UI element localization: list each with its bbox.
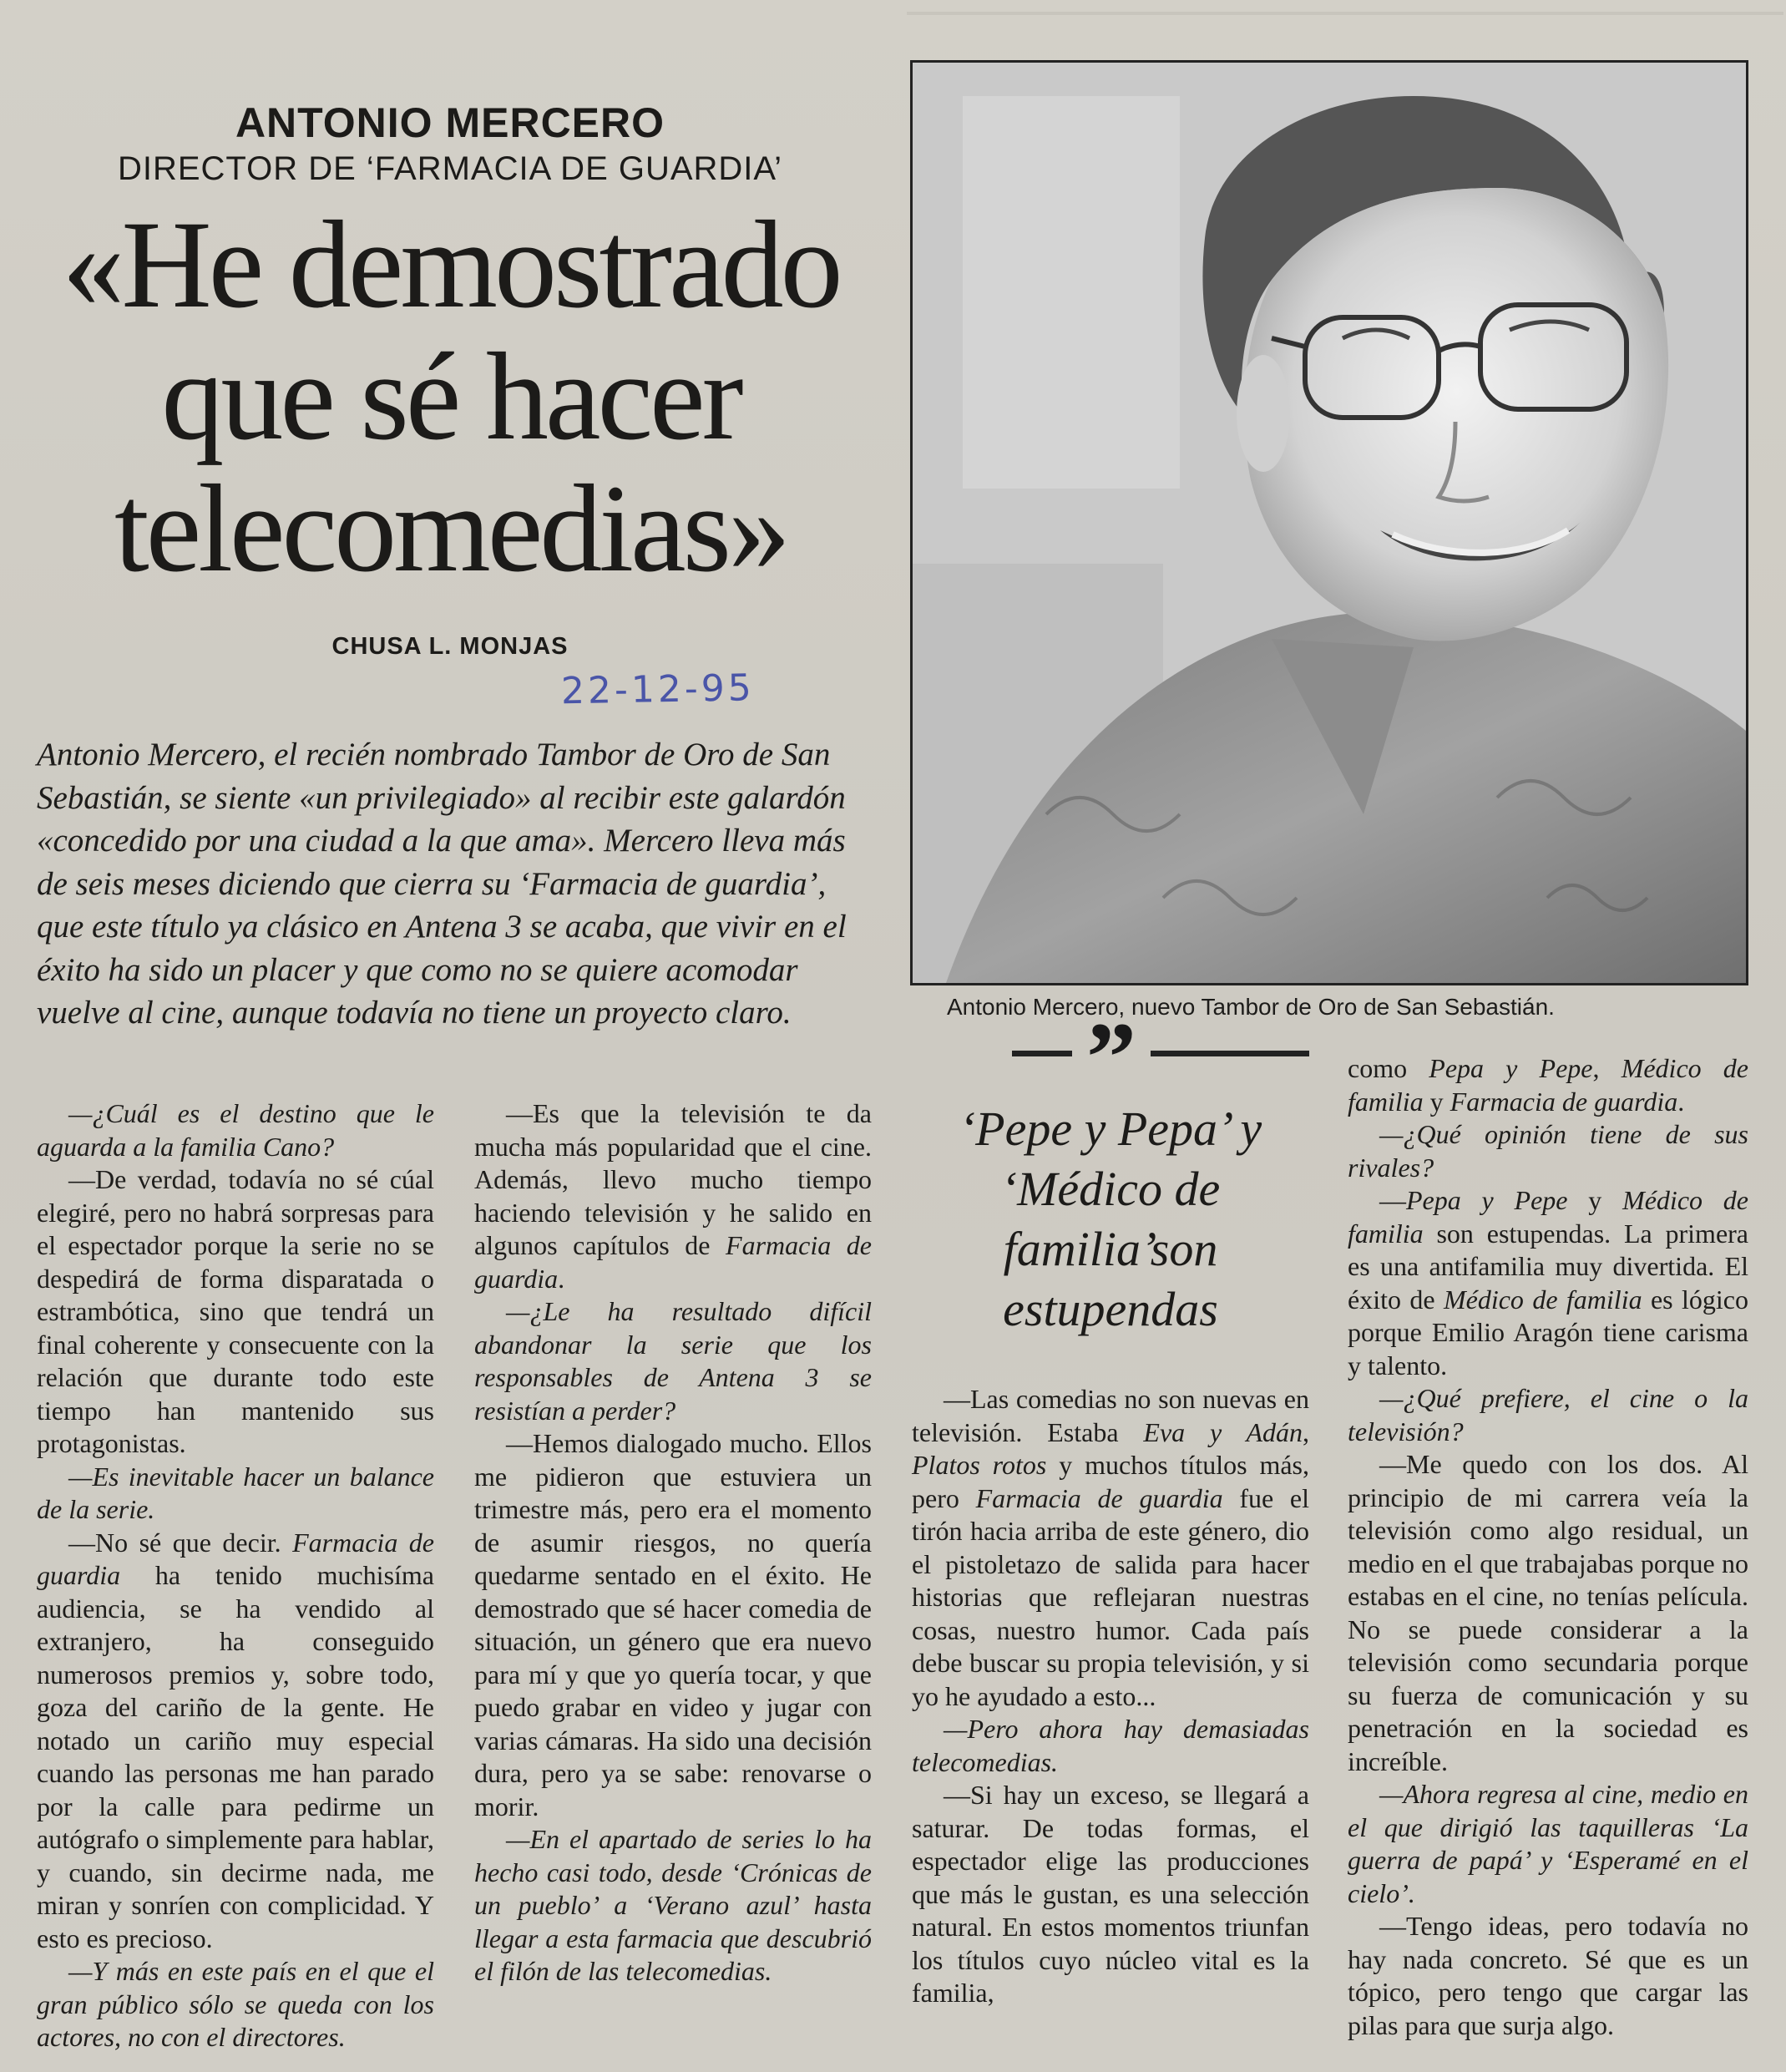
answer bbox=[1348, 1052, 1748, 1118]
title-ref: Farmacia de guardia bbox=[1450, 1086, 1678, 1117]
answer-text: y muchos títulos más, pero bbox=[912, 1450, 1310, 1513]
question: —¿Qué prefiere, el cine o la televisión? bbox=[1348, 1383, 1748, 1446]
photo-caption: Antonio Mercero, nuevo Tambor de Oro de San Sebastián. bbox=[947, 994, 1555, 1020]
answer bbox=[912, 1383, 1309, 1713]
body-column-2 bbox=[474, 1097, 872, 1988]
answer: —Si hay un exceso, se llegará a saturar. De todas formas, el espectador elige las producciones que más le gustan, es una selección natural. En estos momentos triunfan los títulos cuyo núcleo vital es la familia, bbox=[912, 1780, 1309, 2008]
answer-text: —No sé que decir. bbox=[68, 1527, 293, 1558]
question: —Y más en este país en el que el gran público sólo se queda con los actores, no con el directores. bbox=[37, 1956, 434, 2052]
title-ref: Farmacia de guardia bbox=[37, 1527, 435, 1590]
kicker-name: ANTONIO MERCERO bbox=[235, 99, 665, 146]
answer-text: , bbox=[1303, 1416, 1310, 1447]
pullquote-rule-right bbox=[1151, 1051, 1309, 1056]
title-ref: Médico de familia bbox=[1348, 1053, 1749, 1117]
title-ref: Pepa y Pepe bbox=[1406, 1185, 1568, 1215]
title-ref: Médico de familia bbox=[1348, 1185, 1749, 1249]
headline-line-2: que sé hacer bbox=[161, 327, 741, 466]
answer: —Me quedo con los dos. Al principio de mi carrera veía la televisión como algo residual, un medio en el que trabajabas porque no estabas en el cine, no tenías película. No se puede considerar a la televisión como secundaria porque su fuerza de comunicación y su penetración en la sociedad es increíble. bbox=[1348, 1449, 1748, 1776]
handwritten-date: 22-12-95 bbox=[560, 666, 756, 713]
body-column-4 bbox=[1348, 1052, 1748, 2042]
answer-text: fue el tirón hacia arriba de este género, dio el pistoletazo de salida para hacer historias que reflejaran nuestras cosas, nuestro humor. Cada país debe buscar su propia televisión, y si yo he ayudado a esto... bbox=[912, 1482, 1310, 1711]
answer-text: y bbox=[1567, 1185, 1623, 1215]
answer-text: son estupendas. La primera es una antifamilia muy divertida. El éxito de bbox=[1348, 1218, 1748, 1315]
question: —Ahora regresa al cine, medio en el que dirigió las taquilleras ‘La guerra de papá’ y ‘Esperamé en el cielo’. bbox=[1348, 1779, 1748, 1908]
answer-text: ha tenido muchisíma audiencia, se ha vendido al extranjero, ha conseguido numerosos premios y, sobre todo, goza del cariño de la gente. He notado un cariño muy especial cuando las personas me han parado por la calle para pedirme un autógrafo o simplemente para hablar, y cuando, sin decirme nada, me miran y sonríen con complicidad. Y esto es precioso. bbox=[37, 1560, 434, 1953]
headline bbox=[33, 195, 868, 598]
title-ref: Eva y Adán bbox=[1143, 1416, 1303, 1447]
answer-text: — bbox=[1379, 1185, 1406, 1215]
answer: —De verdad, todavía no sé cúal elegiré, pero no habrá sorpresas para el espectador porque la serie no se despedirá de forma disparatada o estrambótica, sino que tendrá un final coherente y consecuente con la relación que durante todo este tiempo han mantenido sus protagonistas. bbox=[37, 1164, 434, 1458]
byline: CHUSA L. MONJAS bbox=[331, 633, 569, 660]
question: —¿Cuál es el destino que le aguarda a la familia Cano? bbox=[37, 1098, 434, 1162]
portrait-illustration bbox=[913, 63, 1746, 983]
page-shadow bbox=[907, 12, 1783, 15]
body-column-1 bbox=[37, 1097, 434, 2054]
answer-text: —Las comedias no son nuevas en televisión. Estaba bbox=[912, 1384, 1309, 1447]
body-column-3 bbox=[912, 1383, 1309, 2010]
answer-text: es lógico porque Emilio Aragón tiene carisma y talento. bbox=[1348, 1284, 1748, 1380]
title-ref: Platos rotos bbox=[912, 1450, 1047, 1480]
portrait-photo bbox=[910, 60, 1748, 985]
question: —¿Le ha resultado difícil abandonar la serie que los responsables de Antena 3 se resistían a perder? bbox=[474, 1296, 872, 1426]
title-ref: Médico de familia bbox=[1443, 1284, 1642, 1315]
headline-line-1: «He demostrado bbox=[62, 195, 840, 334]
question: —¿Qué opinión tiene de sus rivales? bbox=[1348, 1119, 1748, 1183]
bleed-through-text bbox=[635, 8, 655, 94]
question: —En el apartado de series lo ha hecho casi todo, desde ‘Crónicas de un pueblo’ a ‘Verano azul’ hasta llegar a esta farmacia que descubrió el filón de las telecomedias. bbox=[474, 1824, 872, 1986]
answer: —Hemos dialogado mucho. Ellos me pidieron que estuviera un trimestre más, pero era el momento de asumir riesgos, no quería quedarme sentado en el éxito. He demostrado que sé hacer comedia de situación, un género que era nuevo para mí y que yo quería tocar, y que puedo grabar en video y jugar con varias cámaras. Ha sido una decisión dura, pero ya se sabe: renovarse o morir. bbox=[474, 1428, 872, 1821]
lead-paragraph: Antonio Mercero, el recién nombrado Tambor de Oro de San Sebastián, se siente «un privilegiado» al recibir este galardón «concedido por una ciudad a la que ama». Mercero lleva más de seis meses diciendo que cierra su ‘Farmacia de guardia’, que este título ya clásico en Antena 3 se acaba, que vivir en el éxito ha sido un placer y que como no se quiere acomodar vuelve al cine, aunque todavía no tiene un proyecto claro. bbox=[37, 737, 847, 1031]
answer-text: . bbox=[558, 1263, 565, 1294]
answer bbox=[37, 1527, 434, 1956]
question: —Es inevitable hacer un balance de la serie. bbox=[37, 1461, 434, 1524]
answer-text: como bbox=[1348, 1053, 1429, 1083]
answer-text: , bbox=[1592, 1053, 1622, 1083]
answer-text: —Es que la televisión te da mucha más popularidad que el cine. Además, llevo mucho tiempo haciendo televisión y he salido en algunos capítulos de bbox=[474, 1098, 872, 1260]
pullquote: ‘Pepe y Pepa’ y ‘Médico de familia’son estupendas bbox=[959, 1102, 1262, 1336]
kicker-role: DIRECTOR DE ‘FARMACIA DE GUARDIA’ bbox=[117, 150, 783, 187]
answer bbox=[474, 1097, 872, 1295]
answer bbox=[1348, 1184, 1748, 1382]
pullquote-quote-icon: ” bbox=[1086, 1001, 1136, 1112]
answer-text: . bbox=[1677, 1086, 1685, 1117]
title-ref: Pepa y Pepe bbox=[1429, 1053, 1593, 1083]
title-ref: Farmacia de guardia bbox=[975, 1482, 1223, 1513]
answer: —Tengo ideas, pero todavía no hay nada concreto. Sé que es un tópico, pero tengo que cargar las pilas para que surja algo. bbox=[1348, 1911, 1748, 2040]
question: —Pero ahora hay demasiadas telecomedias. bbox=[912, 1714, 1309, 1777]
pullquote-rule-left bbox=[1012, 1051, 1072, 1056]
answer-text: y bbox=[1423, 1086, 1450, 1117]
headline-line-3: telecomedias» bbox=[114, 459, 787, 598]
title-ref: Farmacia de guardia bbox=[474, 1230, 872, 1294]
